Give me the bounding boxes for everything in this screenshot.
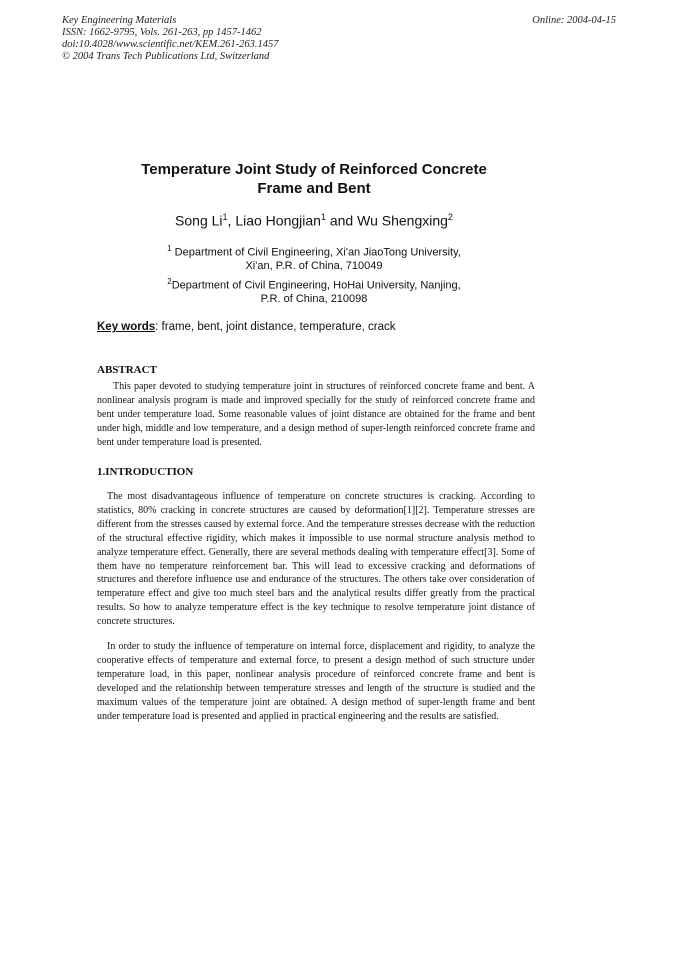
keywords-text: : frame, bent, joint distance, temperature, crack xyxy=(155,321,396,333)
affiliation-mark: 2 xyxy=(167,277,172,286)
abstract-heading: ABSTRACT xyxy=(97,364,157,376)
affiliation-mark: 1 xyxy=(167,244,172,253)
abstract-text: This paper devoted to studying temperature joint in structures of reinforced concrete frame and bent. A nonlinear analysis program is made and improved specially for the study of reinforced concrete frame and bent under temperature load. Some reasonable values of joint distance are obtained for the frame and bent under high, middle and low temperature, and a design method of super-length reinforced concrete frame and bent under temperature load is presented. xyxy=(97,381,535,448)
author-affiliation-mark: 1 xyxy=(320,212,326,222)
doi-line: doi:10.4028/www.scientific.net/KEM.261-263.1457 xyxy=(62,39,279,50)
author-separator: , xyxy=(227,212,236,229)
keywords xyxy=(97,320,396,334)
author-affiliation-mark: 2 xyxy=(447,212,453,222)
introduction-paragraph-1: The most disadvantageous influence of temperature on concrete structures is cracking. According to statistics, 80% cracking in concrete structures are caused by deformation[1][2]. Temperature stresses are different from the stresses caused by external force. And the temperature stresses decrease with the reduction of the structural effective rigidity, which makes it impossible to use normal structure analysis method to analyze temperature effect. Generally, there are several methods dealing with temperature effect[3]. Some of them have no temperature reinforcement bar. This will lead to excessive cracking and deformations of structures and therefore influence use and endurance of the structures. The others take over consideration of temperature effect and give too much steel bars and the analytical results differ greatly from the practical results. So how to analyze temperature effect is the key technique to resolve temperature joint distance of concrete structures. xyxy=(97,491,535,628)
author-name: Wu Shengxing xyxy=(357,212,448,229)
affiliation-line: Department of Civil Engineering, Xi'an JiaoTong University, xyxy=(171,246,461,259)
author-name: Liao Hongjian xyxy=(235,212,321,229)
affiliation-1 xyxy=(0,242,628,273)
affiliation-line: P.R. of China, 210098 xyxy=(260,292,368,305)
affiliation-2 xyxy=(0,275,628,306)
title-line-2: Frame and Bent xyxy=(257,180,371,197)
author-affiliation-mark: 1 xyxy=(222,212,228,222)
issn-line: ISSN: 1662-9795, Vols. 261-263, pp 1457-1462 xyxy=(62,27,262,38)
author-name: Song Li xyxy=(175,212,223,229)
author-separator: and xyxy=(325,212,358,229)
introduction-paragraph-2: In order to study the influence of temperature on internal force, displacement and rigidity, to analyze the cooperative effects of temperature and external force, to present a design method of such structure under temperature load, in this paper, nonlinear analysis procedure of reinforced concrete frame and bent is developed and the relationship between temperature stresses and length of the structure is studied and the maximum values of the temperature joint are obtained. A design method of super-length frame and bent under temperature load is presented and applied in practical engineering and the results are satisfied. xyxy=(97,641,535,722)
copyright-line: © 2004 Trans Tech Publications Ltd, Switzerland xyxy=(62,51,270,62)
author-list xyxy=(0,208,628,230)
paper-title xyxy=(0,160,628,198)
title-line-1: Temperature Joint Study of Reinforced Concrete xyxy=(141,161,487,178)
keywords-label: Key words xyxy=(97,321,156,333)
online-date: Online: 2004-04-15 xyxy=(532,15,616,26)
affiliation-line: Department of Civil Engineering, HoHai University, Nanjing, xyxy=(171,279,461,292)
affiliation-line: Xi'an, P.R. of China, 710049 xyxy=(245,259,383,272)
journal-header xyxy=(62,15,279,63)
journal-name: Key Engineering Materials xyxy=(62,15,177,26)
introduction-heading: 1.INTRODUCTION xyxy=(97,466,194,478)
